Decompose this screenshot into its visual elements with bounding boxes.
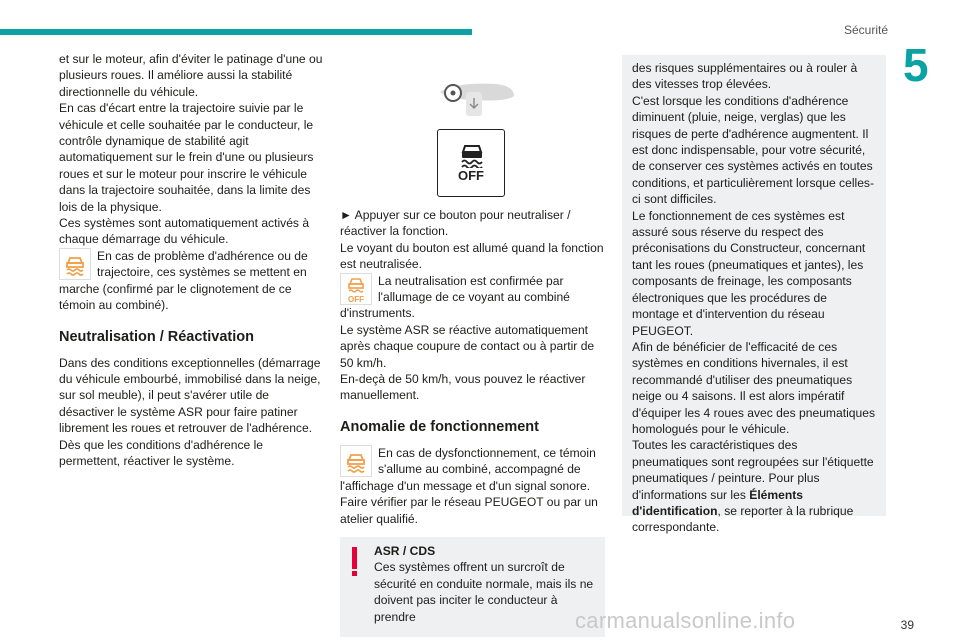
section-heading: Neutralisation / Réactivation	[59, 328, 254, 345]
paragraph: Ces systèmes sont automatiquement activés à chaque démarrage du véhicule.	[59, 216, 310, 247]
page-number: 39	[900, 618, 914, 632]
esp-off-button[interactable]	[437, 129, 505, 197]
text-run: Toutes les caractéristiques des pneumatiques sont regroupées sur l'étiquette pneumatiques / peinture. Pour plus d'informations sur les	[632, 438, 874, 502]
column-right-note	[622, 55, 886, 535]
header-accent-bar	[0, 29, 472, 35]
paragraph: Afin de bénéficier de l'efficacité de ces systèmes en conditions hivernales, il est recommandé d'utiliser des pneumatiques neige ou 4 saisons. Il est alors impératif d'équiper les 4 roues avec des pneumatiques homologués pour le véhicule.	[632, 339, 875, 436]
paragraph	[632, 437, 876, 535]
paragraph: Le système ASR se réactive automatiquement après chaque coupure de contact ou à partir de 50 km/h.	[340, 322, 595, 370]
paragraph: En cas d'écart entre la trajectoire suivie par le véhicule et celle souhaitée par le conducteur, le contrôle dynamique de stabilité agit automatiquement sur le frein d'une ou plusieurs roues et sur le moteur pour inscrire le véhicule dans la trajectoire souhaitée, dans la limite des lois de la physique.	[59, 101, 314, 214]
paragraph: Faire vérifier par le réseau PEUGEOT ou par un atelier qualifié.	[340, 495, 598, 526]
paragraph: Le voyant du bouton est allumé quand la fonction est neutralisée.	[340, 240, 604, 272]
watermark: carmanualsonline.info	[575, 608, 796, 633]
paragraph: En-deçà de 50 km/h, vous pouvez le réactiver manuellement.	[340, 372, 586, 403]
paragraph: des risques supplémentaires ou à rouler à des vitesses trop élevées.	[632, 61, 858, 92]
paragraph: et sur le moteur, afin d'éviter le patinage d'une ou plusieurs roues. Il améliore aussi la stabilité directionnelle du véhicule.	[59, 52, 323, 99]
indicator-paragraph	[59, 248, 324, 314]
paragraph: La neutralisation est confirmée par l'allumage de ce voyant au combiné d'instruments.	[340, 273, 570, 321]
off-button-label: OFF	[458, 168, 484, 183]
section-title: Sécurité	[843, 23, 888, 37]
steering-wheel-location-icon	[436, 78, 516, 118]
traction-control-warning-icon	[59, 248, 91, 280]
note-text: Ces systèmes offrent un surcroît de sécurité en conduite normale, mais ils ne doivent pas inciter le conducteur à prendre	[374, 560, 594, 624]
paragraph: Dès que les conditions d'adhérence le permettent, réactiver le système.	[59, 437, 264, 468]
note-title: ASR / CDS	[374, 543, 436, 558]
column-middle	[340, 207, 605, 637]
section-heading: Anomalie de fonctionnement	[340, 418, 539, 435]
text-run: , se reporter à la rubrique correspondante.	[632, 503, 854, 535]
paragraph: ► Appuyer sur ce bouton pour neutraliser / réactiver la fonction.	[340, 208, 571, 239]
svg-text:OFF: OFF	[348, 294, 364, 304]
cross-reference-link[interactable]: Éléments d'identification	[632, 487, 804, 518]
paragraph: Dans des conditions exceptionnelles (démarrage du véhicule embourbé, immobilisé dans la neige, sur sol meuble), il peut s'avérer utile de désactiver le système ASR pour faire patiner librement les roues et retrouver de l'adhérence.	[59, 355, 321, 436]
paragraph: Le fonctionnement de ces systèmes est assuré sous réserve du respect des préconisations du Constructeur, concernant tant les roues (pneumatiques et jantes), les composants de freinage, les composants électroniques que les procédures de montage et d'intervention du réseau PEUGEOT.	[632, 208, 866, 338]
indicator-paragraph	[340, 273, 605, 322]
indicator-paragraph	[340, 445, 605, 494]
column-left	[59, 51, 324, 469]
exclamation-icon	[352, 547, 357, 569]
traction-control-warning-icon	[340, 445, 372, 477]
paragraph: En cas de dysfonctionnement, ce témoin s'allume au combiné, accompagné de l'affichage d'un message et d'un signal sonore.	[340, 445, 596, 493]
paragraph: C'est lorsque les conditions d'adhérence diminuent (pluie, neige, verglas) que les risques de perte d'adhérence augmentent. Il est donc indispensable, pour votre sécurité, de conserver ces systèmes activés en toutes conditions, et particulièrement lorsque celles-ci sont difficiles.	[632, 93, 874, 207]
chapter-number: 5	[903, 39, 929, 91]
warning-note	[340, 537, 605, 637]
traction-control-off-icon	[340, 273, 372, 305]
skidding-car-icon	[452, 140, 492, 168]
paragraph: En cas de problème d'adhérence ou de trajectoire, ces systèmes se mettent en marche (confirmé par le clignotement de ce témoin au combiné).	[59, 248, 308, 313]
